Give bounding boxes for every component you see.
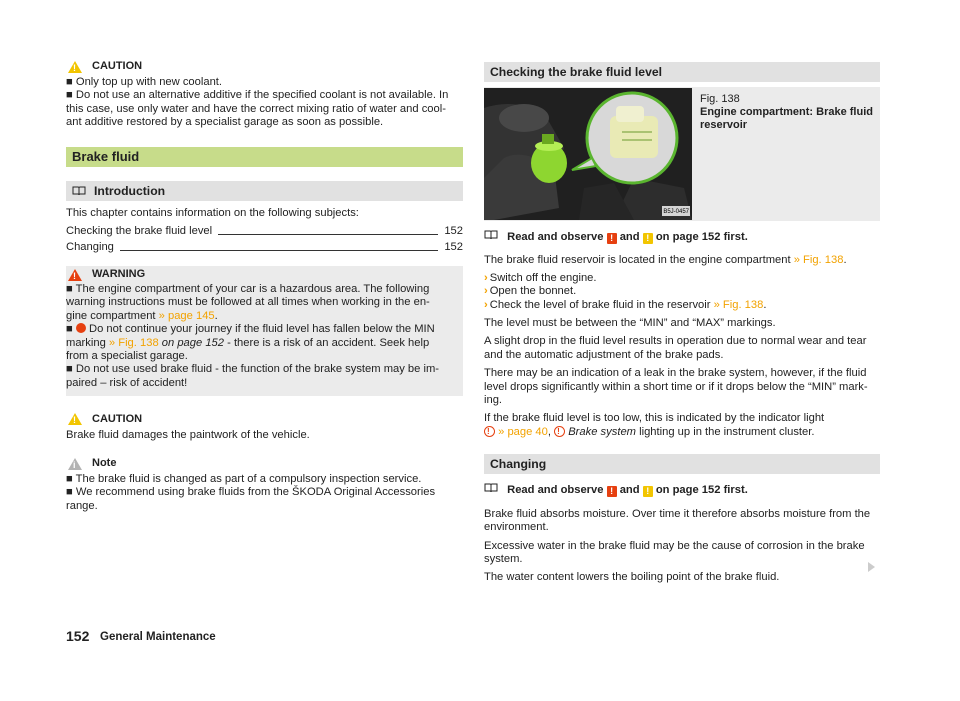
figure-caption	[692, 87, 879, 221]
toc-label: Checking the brake fluid level	[66, 224, 213, 237]
continue-arrow-icon	[868, 562, 875, 572]
figure-link[interactable]: » Fig. 138	[108, 336, 159, 349]
figure-link[interactable]: » Fig. 138	[793, 254, 844, 267]
note-box	[66, 457, 463, 513]
note-title: Note	[92, 456, 117, 469]
read-observe-line	[484, 230, 880, 244]
paragraph: There may be an indication of a leak in the brake system, however, if the fluid	[484, 367, 867, 380]
paragraph	[484, 426, 880, 439]
paragraph: system.	[484, 552, 523, 565]
intro-text: This chapter contains information on the following subjects:	[66, 206, 359, 219]
warning-text: marking	[66, 336, 109, 349]
paragraph-text: The brake fluid reservoir is located in the engine compartment	[484, 254, 794, 267]
note-line: ■ The brake fluid is changed as part of a compulsory inspection service.	[66, 472, 422, 485]
footer-title: General Maintenance	[100, 631, 216, 643]
read-observe-text: on page 152 first.	[655, 484, 748, 497]
book-icon	[484, 230, 498, 240]
warning-line	[66, 337, 455, 350]
paragraph: The water content lowers the boiling point of the brake fluid.	[484, 571, 780, 584]
toc-leader	[218, 234, 438, 235]
warning-line: ■ Do not use used brake fluid - the function of the brake system may be im-	[66, 363, 440, 376]
caution-title: CAUTION	[92, 60, 143, 73]
book-icon	[72, 186, 86, 196]
figure-number: Fig. 138	[700, 93, 740, 105]
caution-icon: !	[68, 61, 82, 73]
brake-indicator-icon	[484, 426, 495, 437]
warning-line: from a specialist garage.	[66, 350, 188, 363]
step-text: Switch off the engine.	[489, 271, 597, 284]
caution-ref-icon[interactable]: !	[643, 233, 653, 244]
warning-box	[66, 266, 463, 396]
caution-box-paint	[66, 412, 463, 442]
step	[484, 299, 880, 312]
paragraph: Excessive water in the brake fluid may be the cause of corrosion in the brake	[484, 539, 865, 552]
caution-line: this case, use only water and have the correct mixing ratio of water and cool-	[66, 102, 446, 115]
page-link[interactable]: » page 145	[158, 309, 215, 322]
page-number: 152	[66, 628, 90, 644]
step	[484, 285, 880, 298]
warning-text: Do not continue your journey if the fluid level has fallen below the MIN	[85, 323, 435, 336]
toc-entry[interactable]	[66, 238, 463, 254]
warning-text: gine compartment	[66, 309, 159, 322]
paragraph: If the brake fluid level is too low, this is indicated by the indicator light	[484, 412, 825, 425]
paragraph: environment.	[484, 521, 549, 534]
step-text: Open the bonnet.	[489, 285, 577, 298]
book-icon	[484, 483, 498, 493]
caution-text: Brake fluid damages the paintwork of the vehicle.	[66, 429, 310, 442]
warning-line: warning instructions must be followed at all times when working in the en-	[66, 296, 430, 309]
step-chevron-icon: ›	[484, 271, 488, 284]
warning-text: ■	[66, 323, 76, 336]
paragraph: level drops significantly within a short time or if it drops below the “MIN” mark-	[484, 380, 868, 393]
page-link[interactable]: » page 40	[495, 425, 548, 438]
read-observe-text: Read and observe	[507, 231, 604, 243]
figure-link[interactable]: » Fig. 138	[713, 298, 764, 311]
paragraph: The level must be between the “MIN” and “MAX” markings.	[484, 317, 776, 330]
warning-ref-icon[interactable]: !	[607, 233, 617, 244]
toc-leader	[120, 250, 438, 251]
caution-ref-icon[interactable]: !	[643, 486, 653, 497]
caution-line: ant additive restored by a specialist garage as soon as possible.	[66, 116, 384, 129]
paragraph: A slight drop in the fluid level results in operation due to normal wear and tear	[484, 335, 867, 348]
warning-line: paired – risk of accident!	[66, 376, 188, 389]
intro-header	[66, 181, 463, 201]
caution-title: CAUTION	[92, 412, 143, 425]
toc-page: 152	[444, 240, 463, 253]
warning-text: - there is a risk of an accident. Seek help	[224, 336, 430, 349]
warning-icon: !	[68, 269, 82, 281]
intro-title: Introduction	[94, 183, 166, 198]
right-column	[484, 60, 880, 585]
note-line: range.	[66, 499, 98, 512]
caution-icon: !	[68, 413, 82, 425]
engine-compartment-image	[484, 88, 692, 220]
paragraph-text: .	[843, 254, 847, 267]
caution-line: ■ Do not use an alternative additive if the specified coolant is not available. In	[66, 89, 449, 102]
read-observe-text: and	[619, 484, 640, 497]
brake-indicator-icon	[554, 426, 565, 437]
section-title-checking: Checking the brake fluid level	[484, 62, 880, 82]
step-text: .	[763, 298, 767, 311]
step	[484, 272, 880, 285]
warning-text: on page 152	[158, 336, 224, 349]
step-chevron-icon: ›	[484, 285, 488, 298]
warning-text: .	[214, 309, 218, 322]
warning-line	[66, 323, 455, 336]
section-title-changing: Changing	[484, 454, 880, 474]
step-text: Check the level of brake fluid in the reservoir	[489, 298, 714, 311]
warning-ref-icon[interactable]: !	[607, 486, 617, 497]
paragraph	[484, 254, 880, 267]
step-chevron-icon: ›	[484, 298, 488, 311]
toc-entry[interactable]	[66, 222, 463, 238]
figure-138	[484, 87, 880, 221]
figure-code: B5J-0457	[663, 209, 689, 215]
note-line: ■ We recommend using brake fluids from the ŠKODA Original Accessories	[66, 486, 436, 499]
warning-line: ■ The engine compartment of your car is a hazardous area. The following	[66, 283, 430, 296]
left-column	[66, 60, 463, 513]
paragraph-text: Brake system	[565, 425, 636, 438]
warning-line	[66, 310, 455, 323]
paragraph-text: lighting up in the instrument cluster.	[635, 425, 815, 438]
read-observe-line	[484, 483, 880, 497]
paragraph-text: ,	[547, 425, 555, 438]
note-icon: i	[68, 458, 82, 470]
caution-line: ■ Only top up with new coolant.	[66, 76, 223, 88]
figure-caption-text: Engine compartment: Brake fluid	[700, 106, 873, 118]
caution-box-coolant	[66, 60, 463, 130]
read-observe-text: and	[619, 231, 640, 243]
warning-title: WARNING	[92, 268, 146, 281]
paragraph: Brake fluid absorbs moisture. Over time it therefore absorbs moisture from the	[484, 507, 871, 520]
toc-page: 152	[444, 224, 463, 237]
brake-warning-icon	[76, 323, 86, 333]
paragraph: and the automatic adjustment of the brake pads.	[484, 348, 724, 361]
figure-caption-text: reservoir	[700, 119, 748, 131]
toc-label: Changing	[66, 240, 114, 253]
paragraph: ing.	[484, 394, 503, 407]
section-title-brake-fluid: Brake fluid	[66, 147, 463, 167]
read-observe-text: Read and observe	[507, 484, 604, 497]
read-observe-text: on page 152 first.	[655, 231, 748, 243]
